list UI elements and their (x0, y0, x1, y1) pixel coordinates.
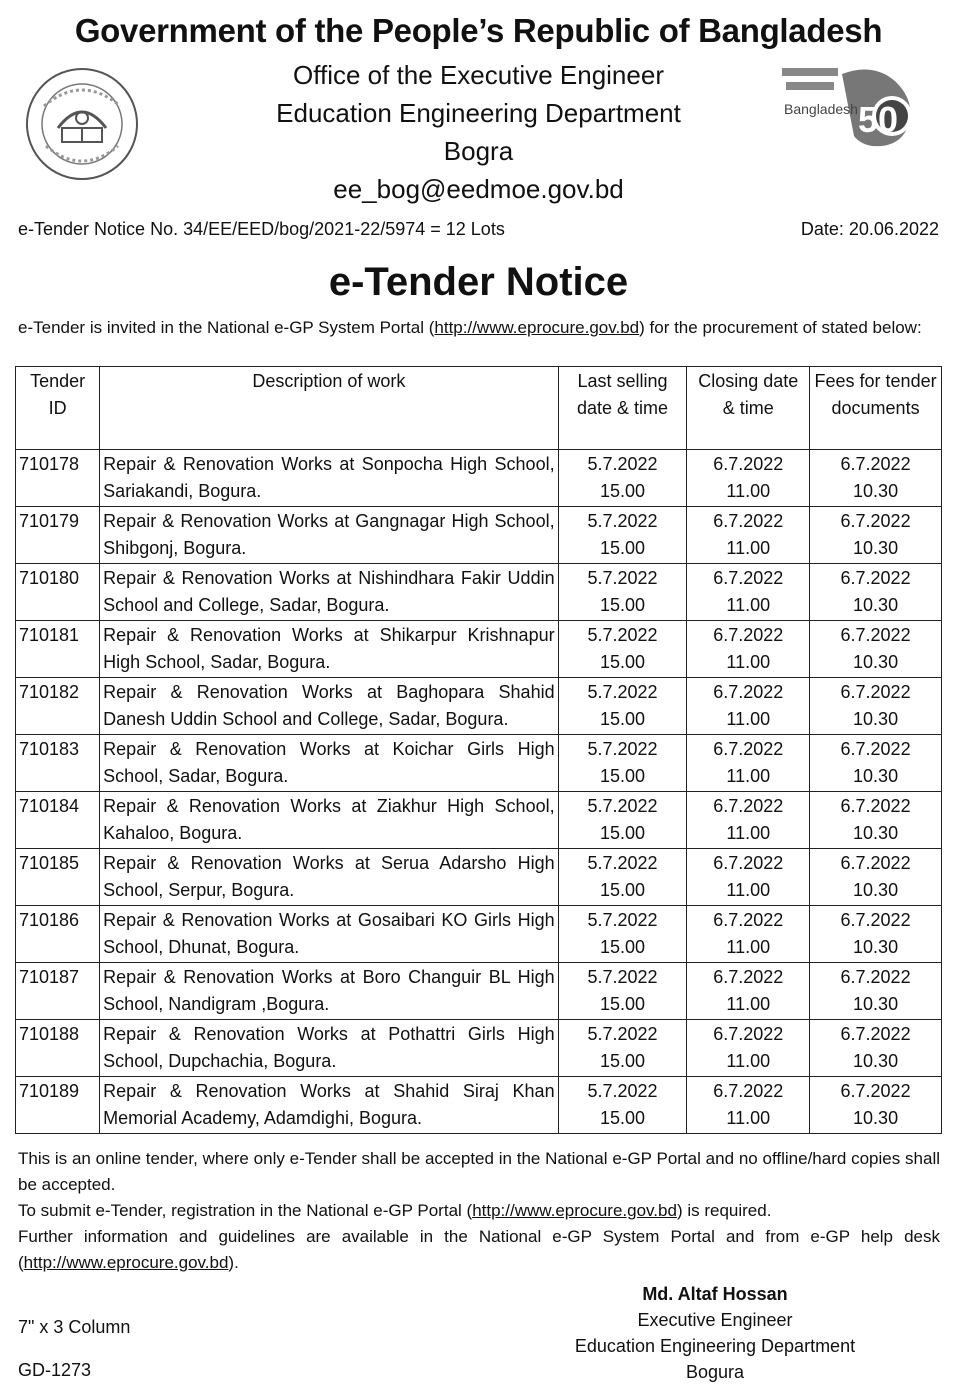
fees-cell (810, 906, 942, 963)
fees-time: 10.30 (853, 652, 899, 672)
last-selling-cell (558, 507, 687, 564)
intro-text-end: ) for the procurement of stated below: (639, 318, 922, 337)
registration-text: To submit e-Tender, registration in the National e-GP Portal ( (18, 1201, 473, 1220)
closing-cell (687, 564, 810, 621)
description-cell: Repair & Renovation Works at Boro Changuir BL High School, Nandigram ,Bogura. (100, 963, 558, 1020)
eprocure-link-helpdesk[interactable]: http://www.eprocure.gov.bd (23, 1253, 229, 1272)
last-selling-date: 5.7.2022 (587, 910, 658, 930)
closing-date: 6.7.2022 (713, 454, 784, 474)
last-selling-cell (558, 1020, 687, 1077)
fees-time: 10.30 (853, 766, 899, 786)
eprocure-link[interactable]: http://www.eprocure.gov.bd (434, 318, 640, 337)
closing-time: 11.00 (726, 1051, 771, 1071)
table-row (16, 906, 942, 963)
closing-date: 6.7.2022 (713, 1081, 784, 1101)
tender-id-cell: 710183 (16, 735, 100, 792)
closing-cell (687, 963, 810, 1020)
last-selling-date: 5.7.2022 (587, 739, 658, 759)
signature-block (560, 1281, 870, 1385)
closing-date: 6.7.2022 (713, 796, 784, 816)
table-row (16, 621, 942, 678)
logo-fifty-text: 50 (858, 99, 899, 140)
fees-time: 10.30 (853, 595, 899, 615)
table-header-row (16, 367, 942, 450)
fees-date: 6.7.2022 (840, 739, 911, 759)
header-description: Description of work (100, 367, 558, 450)
description-cell: Repair & Renovation Works at Gosaibari KO Girls High School, Dhunat, Bogura. (100, 906, 558, 963)
ad-size-note: 7" x 3 Column (18, 1317, 131, 1337)
closing-time: 11.00 (726, 1108, 771, 1128)
notice-date: Date: 20.06.2022 (800, 219, 939, 239)
table-row (16, 849, 942, 906)
fees-time: 10.30 (853, 709, 899, 729)
tender-id-cell: 710181 (16, 621, 100, 678)
fees-time: 10.30 (853, 538, 899, 558)
last-selling-time: 15.00 (599, 823, 646, 843)
description-cell: Repair & Renovation Works at Nishindhara Fakir Uddin School and College, Sadar, Bogura. (100, 564, 558, 621)
table-row (16, 1020, 942, 1077)
closing-cell (687, 792, 810, 849)
tender-id-cell: 710178 (16, 450, 100, 507)
table-row (16, 450, 942, 507)
further-info-note (18, 1224, 940, 1276)
table-row (16, 507, 942, 564)
tender-notice-number: e-Tender Notice No. 34/EE/EED/bog/2021-22/5974 = 12 Lots (18, 219, 505, 239)
last-selling-time: 15.00 (599, 538, 646, 558)
fees-cell (810, 849, 942, 906)
closing-date: 6.7.2022 (713, 1024, 784, 1044)
fees-date: 6.7.2022 (840, 511, 911, 531)
closing-time: 11.00 (726, 937, 771, 957)
description-cell: Repair & Renovation Works at Ziakhur High School, Kahaloo, Bogura. (100, 792, 558, 849)
fees-cell (810, 564, 942, 621)
fees-cell (810, 963, 942, 1020)
last-selling-cell (558, 450, 687, 507)
signatory-designation: Executive Engineer (637, 1310, 793, 1330)
closing-cell (687, 1077, 810, 1134)
description-cell: Repair & Renovation Works at Serua Adarsho High School, Serpur, Bogura. (100, 849, 558, 906)
description-cell: Repair & Renovation Works at Baghopara Shahid Danesh Uddin School and College, Sadar, Bogura. (100, 678, 558, 735)
fees-cell (810, 621, 942, 678)
closing-time: 11.00 (726, 766, 771, 786)
closing-time: 11.00 (726, 481, 771, 501)
closing-cell (687, 450, 810, 507)
tender-id-cell: 710189 (16, 1077, 100, 1134)
last-selling-date: 5.7.2022 (587, 568, 658, 588)
description-cell: Repair & Renovation Works at Sonpocha High School, Sariakandi, Bogura. (100, 450, 558, 507)
closing-date: 6.7.2022 (713, 682, 784, 702)
closing-time: 11.00 (726, 652, 771, 672)
last-selling-time: 15.00 (599, 937, 646, 957)
tender-id-cell: 710187 (16, 963, 100, 1020)
table-row (16, 963, 942, 1020)
closing-time: 11.00 (726, 538, 771, 558)
closing-time: 11.00 (726, 823, 771, 843)
last-selling-date: 5.7.2022 (587, 511, 658, 531)
tender-id-cell: 710182 (16, 678, 100, 735)
fees-cell (810, 678, 942, 735)
tender-id-cell: 710184 (16, 792, 100, 849)
fees-time: 10.30 (853, 1051, 899, 1071)
header-last-selling: Last selling date & time (558, 367, 687, 450)
fees-cell (810, 507, 942, 564)
last-selling-time: 15.00 (599, 652, 646, 672)
intro-paragraph (18, 316, 938, 340)
closing-cell (687, 735, 810, 792)
city-name: Bogra (443, 136, 514, 166)
fees-date: 6.7.2022 (840, 967, 911, 987)
table-row (16, 678, 942, 735)
last-selling-date: 5.7.2022 (587, 853, 658, 873)
description-cell: Repair & Renovation Works at Shahid Siraj Khan Memorial Academy, Adamdighi, Bogura. (100, 1077, 558, 1134)
table-row (16, 792, 942, 849)
tender-id-cell: 710186 (16, 906, 100, 963)
fees-date: 6.7.2022 (840, 454, 911, 474)
closing-cell (687, 678, 810, 735)
office-email: ee_bog@eedmoe.gov.bd (333, 174, 624, 204)
last-selling-time: 15.00 (599, 1051, 646, 1071)
last-selling-time: 15.00 (599, 709, 646, 729)
table-row (16, 735, 942, 792)
last-selling-date: 5.7.2022 (587, 625, 658, 645)
closing-cell (687, 906, 810, 963)
closing-date: 6.7.2022 (713, 967, 784, 987)
tender-id-cell: 710179 (16, 507, 100, 564)
fees-date: 6.7.2022 (840, 796, 911, 816)
last-selling-time: 15.00 (599, 481, 646, 501)
online-tender-note: This is an online tender, where only e-Tender shall be accepted in the National e-GP Portal and no offline/hard copies shall be accepted. (18, 1149, 940, 1194)
last-selling-date: 5.7.2022 (587, 682, 658, 702)
registration-text-end: ) is required. (676, 1201, 772, 1220)
registration-note (18, 1198, 940, 1224)
closing-cell (687, 849, 810, 906)
fees-date: 6.7.2022 (840, 1081, 911, 1101)
last-selling-date: 5.7.2022 (587, 1081, 658, 1101)
last-selling-cell (558, 564, 687, 621)
signatory-name: Md. Altaf Hossan (642, 1284, 788, 1304)
closing-time: 11.00 (726, 994, 771, 1014)
last-selling-cell (558, 621, 687, 678)
closing-time: 11.00 (726, 595, 771, 615)
last-selling-date: 5.7.2022 (587, 796, 658, 816)
eprocure-link-registration[interactable]: http://www.eprocure.gov.bd (472, 1201, 677, 1220)
fees-time: 10.30 (853, 994, 899, 1014)
fees-time: 10.30 (853, 823, 899, 843)
description-cell: Repair & Renovation Works at Pothattri Girls High School, Dupchachia, Bogura. (100, 1020, 558, 1077)
fees-time: 10.30 (853, 880, 899, 900)
last-selling-time: 15.00 (599, 994, 646, 1014)
fees-cell (810, 450, 942, 507)
intro-text: e-Tender is invited in the National e-GP System Portal ( (18, 318, 435, 337)
signatory-city: Bogura (685, 1362, 745, 1382)
last-selling-time: 15.00 (599, 1108, 646, 1128)
closing-date: 6.7.2022 (713, 511, 784, 531)
last-selling-cell (558, 963, 687, 1020)
last-selling-cell (558, 678, 687, 735)
last-selling-date: 5.7.2022 (587, 454, 658, 474)
fees-cell (810, 1077, 942, 1134)
last-selling-cell (558, 906, 687, 963)
fees-date: 6.7.2022 (840, 853, 911, 873)
fees-date: 6.7.2022 (840, 625, 911, 645)
closing-cell (687, 1020, 810, 1077)
description-cell: Repair & Renovation Works at Shikarpur Krishnapur High School, Sadar, Bogura. (100, 621, 558, 678)
closing-time: 11.00 (726, 880, 771, 900)
last-selling-cell (558, 1077, 687, 1134)
closing-cell (687, 621, 810, 678)
last-selling-date: 5.7.2022 (587, 1024, 658, 1044)
logo-bangladesh-text: Bangladesh (784, 101, 858, 117)
fees-cell (810, 1020, 942, 1077)
description-cell: Repair & Renovation Works at Koichar Girls High School, Sadar, Bogura. (100, 735, 558, 792)
fees-date: 6.7.2022 (840, 1024, 911, 1044)
last-selling-date: 5.7.2022 (587, 967, 658, 987)
closing-date: 6.7.2022 (713, 625, 784, 645)
last-selling-time: 15.00 (599, 880, 646, 900)
footer-notes (18, 1146, 940, 1276)
header-closing: Closing date & time (687, 367, 810, 450)
government-title: Government of the People’s Republic of Bangladesh (74, 12, 883, 49)
fees-cell (810, 792, 942, 849)
fees-date: 6.7.2022 (840, 568, 911, 588)
gd-number: GD-1273 (18, 1360, 92, 1380)
further-info-text: Further information and guidelines are available in the National e-GP System Portal and from e-GP help desk ( (18, 1227, 940, 1272)
table-row (16, 1077, 942, 1134)
last-selling-time: 15.00 (599, 595, 646, 615)
header-fees: Fees for tender documents (810, 367, 942, 450)
last-selling-time: 15.00 (599, 766, 646, 786)
bangladesh-50-logo (776, 62, 926, 150)
fees-time: 10.30 (853, 1108, 899, 1128)
tender-id-cell: 710185 (16, 849, 100, 906)
fees-time: 10.30 (853, 481, 899, 501)
last-selling-cell (558, 735, 687, 792)
closing-date: 6.7.2022 (713, 853, 784, 873)
fees-date: 6.7.2022 (840, 910, 911, 930)
closing-date: 6.7.2022 (713, 739, 784, 759)
fees-time: 10.30 (853, 937, 899, 957)
tender-id-cell: 710180 (16, 564, 100, 621)
fees-cell (810, 735, 942, 792)
further-info-text-end: ). (228, 1253, 239, 1272)
tender-table (15, 366, 942, 1134)
department-name: Education Engineering Department (276, 98, 681, 128)
closing-cell (687, 507, 810, 564)
tender-id-cell: 710188 (16, 1020, 100, 1077)
notice-title: e-Tender Notice (328, 260, 629, 304)
description-cell: Repair & Renovation Works at Gangnagar High School, Shibgonj, Bogura. (100, 507, 558, 564)
closing-date: 6.7.2022 (713, 568, 784, 588)
header-tender-id: Tender ID (16, 367, 100, 450)
signatory-department: Education Engineering Department (574, 1336, 856, 1356)
last-selling-cell (558, 792, 687, 849)
closing-time: 11.00 (726, 709, 771, 729)
table-row (16, 564, 942, 621)
closing-date: 6.7.2022 (713, 910, 784, 930)
last-selling-cell (558, 849, 687, 906)
office-name: Office of the Executive Engineer (293, 60, 664, 90)
fees-date: 6.7.2022 (840, 682, 911, 702)
